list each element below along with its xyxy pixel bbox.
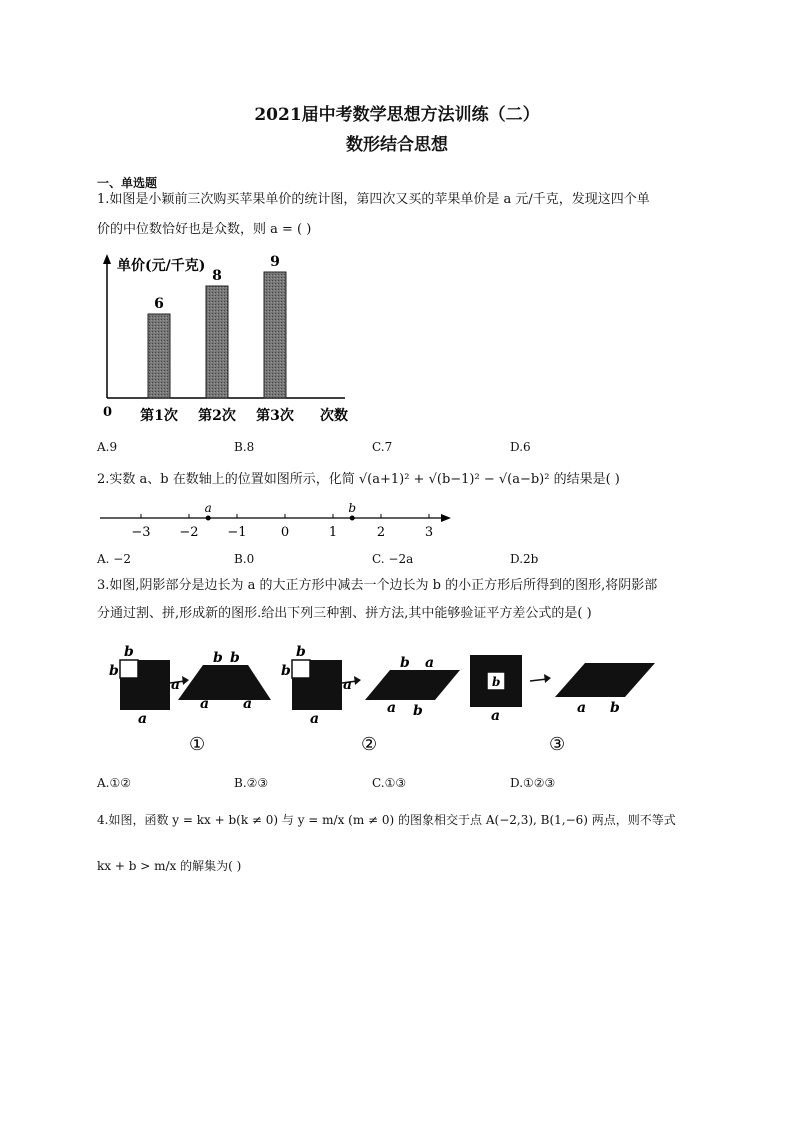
bar-3 [264, 272, 286, 398]
fig1-arrow-icon [182, 676, 189, 685]
tick-label-3: 0 [280, 525, 290, 540]
fig2-arrow-icon [354, 676, 361, 685]
q1-option-c[interactable]: C.7 [372, 440, 393, 454]
q2-option-d[interactable]: D.2b [510, 552, 539, 566]
fig1-small-square [120, 660, 138, 678]
fig1-label-a-bottom: a [138, 711, 148, 727]
q3-figures [105, 645, 665, 755]
x-axis-label: 次数 [320, 408, 348, 424]
point-a-label: a [204, 501, 212, 515]
number-line-arrow-icon [441, 514, 451, 522]
fig1-trap-label-a2: a [243, 696, 253, 712]
fig1-trap-label-a1: a [200, 696, 210, 712]
tick-label-2: −1 [227, 525, 247, 540]
document-subtitle: 数形结合思想 [346, 135, 448, 155]
q1-bar-chart [95, 250, 365, 430]
point-b [350, 516, 355, 521]
fig1-label-b-left: b [109, 663, 119, 679]
q3-option-d[interactable]: D.①②③ [510, 776, 556, 790]
fig3-par-label-b: b [610, 700, 620, 716]
tick-label-6: 3 [424, 525, 434, 540]
fig3-par-label-a: a [577, 700, 587, 716]
q1-line2: 价的中位数恰好也是众数，则 a = ( ) [97, 222, 312, 237]
point-b-label: b [348, 501, 357, 515]
section-heading: 一、单选题 [97, 176, 158, 190]
figure-number-3: ③ [549, 734, 566, 755]
fig3-arrow-shaft [530, 679, 547, 681]
q3-line2: 分通过割、拼,形成新的图形.给出下列三种割、拼方法,其中能够验证平方差公式的是( ) [97, 606, 592, 621]
fig2-label-a-bottom: a [310, 711, 320, 727]
fig1-trapezoid [178, 665, 271, 700]
fig1-trap-label-b1: b [213, 650, 223, 666]
fig2-par-label-a-bottom: a [387, 700, 397, 716]
fig2-par-label-a-top: a [425, 655, 435, 671]
tick-label-0: −3 [131, 525, 151, 540]
tick-label-5: 2 [376, 525, 386, 540]
tick-label-1: −2 [179, 525, 199, 540]
q1-option-a[interactable]: A.9 [97, 440, 118, 454]
q1-option-d[interactable]: D.6 [510, 440, 531, 454]
fig3-label-b-center: b [492, 675, 501, 689]
figure-number-2: ② [361, 734, 378, 755]
point-a [206, 516, 211, 521]
fig2-label-b-left: b [281, 663, 291, 679]
fig3-arrow-icon [544, 674, 551, 683]
q2-question: 2.实数 a、b 在数轴上的位置如图所示，化简 √(a+1)² + √(b−1)² − √(a−b)² 的结果是( ) [97, 472, 620, 487]
q2-option-b[interactable]: B.0 [234, 552, 255, 566]
y-axis-label: 单价(元/千克) [117, 258, 206, 274]
fig2-label-b-top: b [296, 645, 306, 660]
q2-option-a[interactable]: A. −2 [97, 552, 131, 566]
document-title: 2021届中考数学思想方法训练（二） [254, 105, 540, 125]
q3-option-a[interactable]: A.①② [97, 776, 131, 790]
bar-value-label-1: 6 [154, 296, 164, 312]
q1-option-b[interactable]: B.8 [234, 440, 255, 454]
fig3-parallelogram [555, 663, 655, 697]
q1-line1: 1.如图是小颖前三次购买苹果单价的统计图，第四次又买的苹果单价是 a 元/千克，发现这四个单 [97, 192, 650, 207]
bar-value-label-3: 9 [270, 254, 280, 270]
fig1-trap-label-b2: b [230, 650, 240, 666]
fig2-parallelogram [365, 670, 460, 700]
q3-line1: 3.如图,阴影部分是边长为 a 的大正方形中减去一个边长为 b 的小正方形后所得到的图形,将阴影部 [97, 578, 658, 593]
fig2-label-a-arrow: a [343, 677, 353, 693]
q2-number-line [95, 498, 455, 546]
fig2-par-label-b-top: b [400, 655, 410, 671]
q3-option-b[interactable]: B.②③ [234, 776, 269, 790]
figure-number-1: ① [189, 734, 206, 755]
y-axis-arrow-icon [103, 254, 111, 264]
origin-label: 0 [103, 405, 113, 420]
category-label-3: 第3次 [256, 408, 294, 424]
tick-label-4: 1 [328, 525, 338, 540]
bar-1 [148, 314, 170, 398]
bar-2 [206, 286, 228, 398]
q3-option-c[interactable]: C.①③ [372, 776, 407, 790]
fig2-small-square [292, 660, 310, 678]
bar-value-label-2: 8 [212, 268, 222, 284]
q4-line2: kx + b > m/x 的解集为( ) [97, 859, 242, 873]
q2-option-c[interactable]: C. −2a [372, 552, 414, 566]
fig2-par-label-b-bottom: b [413, 703, 423, 719]
fig1-label-a-arrow: a [171, 677, 181, 693]
category-label-2: 第2次 [198, 408, 236, 424]
q4-line1: 4.如图，函数 y = kx + b(k ≠ 0) 与 y = m/x (m ≠ 0) 的图象相交于点 A(−2,3), B(1,−6) 两点，则不等式 [97, 813, 676, 827]
fig3-label-a-bottom: a [491, 708, 501, 724]
fig1-label-b-top: b [124, 645, 134, 660]
category-label-1: 第1次 [140, 408, 178, 424]
